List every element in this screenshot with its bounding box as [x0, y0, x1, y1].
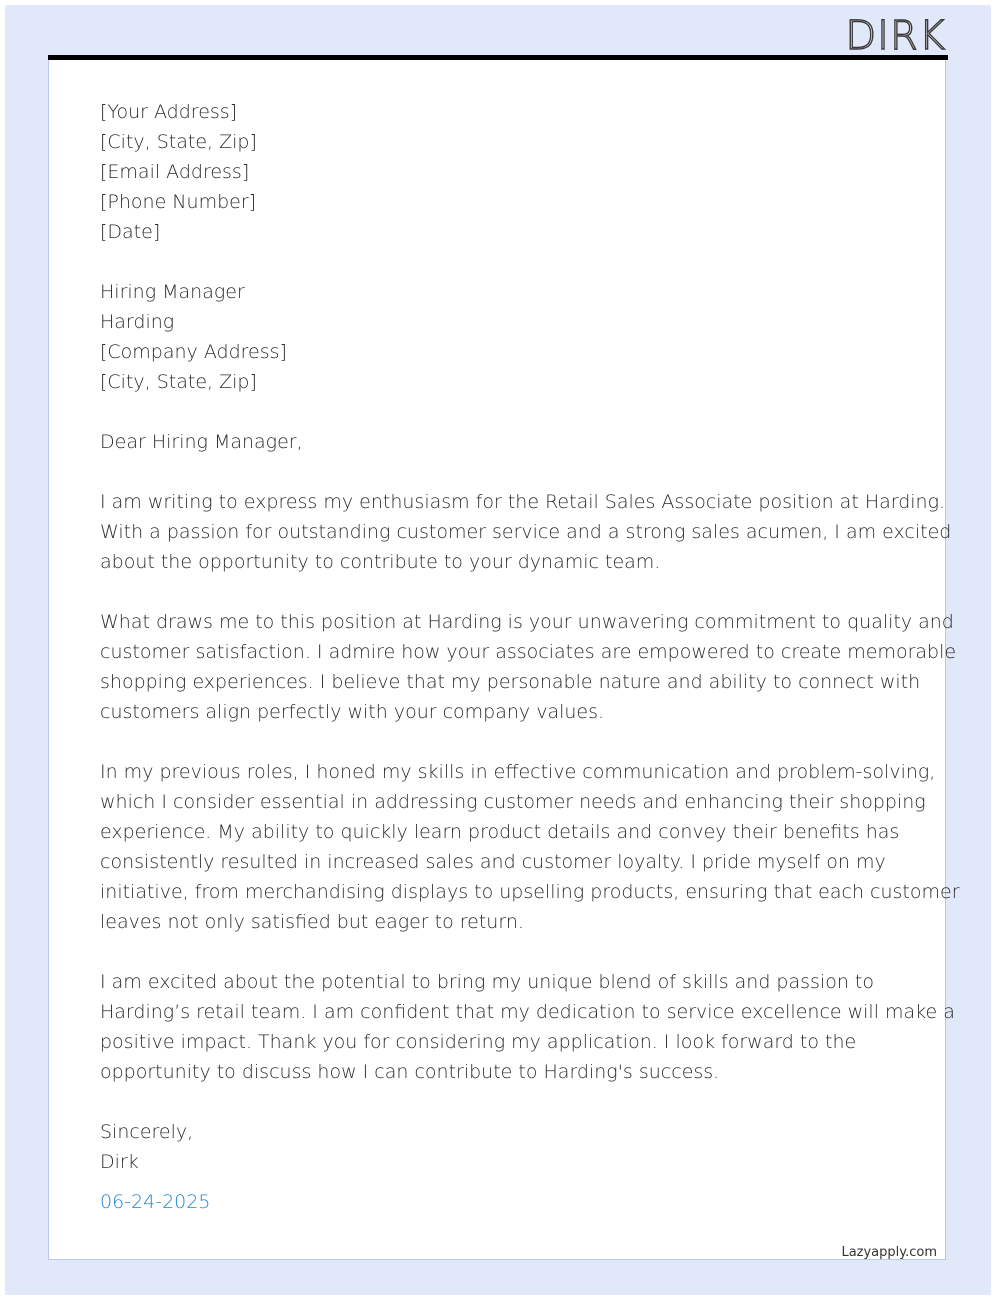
- paragraph-line: about the opportunity to contribute to your dynamic team.: [100, 551, 661, 573]
- paragraph-line: customer satisfaction. I admire how your associates are empowered to create memorable: [100, 641, 957, 663]
- recipient-line: [Company Address]: [100, 341, 287, 363]
- paragraph-line: In my previous roles, I honed my skills in effective communication and problem-solving,: [100, 761, 936, 783]
- sender-line: [Phone Number]: [100, 191, 257, 213]
- paragraph-intro: [100, 487, 952, 577]
- paragraph-line: consistently resulted in increased sales and customer loyalty. I pride myself on my: [100, 851, 886, 873]
- recipient-block: [100, 277, 900, 397]
- brand-name: DIRK: [845, 13, 946, 59]
- paragraph-line: With a passion for outstanding customer service and a strong sales acumen, I am excited: [100, 521, 952, 543]
- recipient-line: [City, State, Zip]: [100, 371, 257, 393]
- paragraph-line: initiative, from merchandising displays to upselling products, ensuring that each customer: [100, 881, 960, 903]
- paragraph-experience: [100, 757, 960, 937]
- paragraph-line: positive impact. Thank you for considering my application. I look forward to the: [100, 1031, 857, 1053]
- sign-off: [100, 1117, 900, 1217]
- closing: Sincerely,: [100, 1121, 194, 1143]
- paragraph-line: I am writing to express my enthusiasm for the Retail Sales Associate position at Harding.: [100, 491, 946, 513]
- signature: Dirk: [100, 1151, 139, 1173]
- salutation: Dear Hiring Manager,: [100, 431, 303, 453]
- recipient-line: Harding: [100, 311, 175, 333]
- sender-line: [City, State, Zip]: [100, 131, 257, 153]
- paragraph-line: experience. My ability to quickly learn product details and convey their benefits has: [100, 821, 900, 843]
- recipient-line: Hiring Manager: [100, 281, 245, 303]
- sender-line: [Your Address]: [100, 101, 238, 123]
- paragraph-line: What draws me to this position at Harding is your unwavering commitment to quality and: [100, 611, 954, 633]
- letter-date: 06-24-2025: [100, 1191, 211, 1213]
- paragraph-line: opportunity to discuss how I can contribute to Harding's success.: [100, 1061, 720, 1083]
- paragraph-line: customers align perfectly with your company values.: [100, 701, 605, 723]
- paragraph-line: Harding’s retail team. I am confident that my dedication to service excellence will make a: [100, 1001, 955, 1023]
- cover-letter: [100, 97, 960, 1217]
- paragraph-line: shopping experiences. I believe that my personable nature and ability to connect with: [100, 671, 921, 693]
- header-bar: [48, 55, 948, 60]
- paragraph-line: I am excited about the potential to bring my unique blend of skills and passion to: [100, 971, 874, 993]
- paragraph-line: which I consider essential in addressing customer needs and enhancing their shopping: [100, 791, 926, 813]
- sender-line: [Email Address]: [100, 161, 250, 183]
- footer-watermark: Lazyapply.com: [841, 1245, 937, 1260]
- paragraph-closing: [100, 967, 955, 1087]
- sender-block: [100, 97, 900, 247]
- sender-line: [Date]: [100, 221, 161, 243]
- paragraph-line: leaves not only satisfied but eager to return.: [100, 911, 524, 933]
- paragraph-motivation: [100, 607, 957, 727]
